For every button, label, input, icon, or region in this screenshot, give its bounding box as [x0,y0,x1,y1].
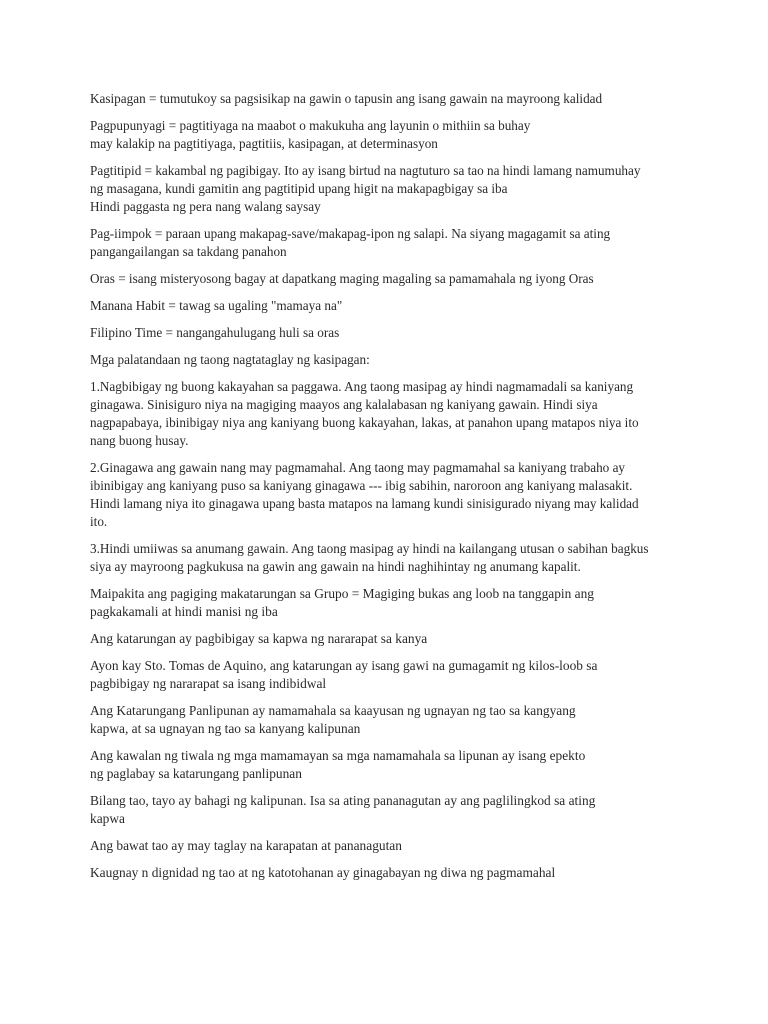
text-line: may kalakip na pagtitiyaga, pagtitiis, kasipagan, at determinasyon [90,136,438,151]
text-line: Manana Habit = tawag sa ugaling "mamaya na" [90,298,343,313]
paragraph [90,324,688,342]
paragraph [90,270,688,288]
text-line: Ang Katarungang Panlipunan ay namamahala sa kaayusan ng ugnayan ng tao sa kangyang [90,703,576,718]
text-line: Pagtitipid = kakambal ng pagibigay. Ito ay isang birtud na nagtuturo sa tao na hindi lamang namumuhay [90,163,641,178]
paragraph [90,459,688,531]
text-line: ibinibigay ang kaniyang puso sa kaniyang ginagawa --- ibig sabihin, naroroon ang kaniyang malasakit. [90,478,633,493]
text-line: ng paglabay sa katarungang panlipunan [90,766,302,781]
text-line: 1.Nagbibigay ng buong kakayahan sa paggawa. Ang taong masipag ay hindi nagmamadali sa kaniyang [90,379,634,394]
paragraph [90,540,688,576]
text-line: Ang kawalan ng tiwala ng mga mamamayan sa mga namamahala sa lipunan ay isang epekto [90,748,586,763]
paragraph [90,702,688,738]
document-body [90,90,688,882]
text-line: nagpapabaya, ibinibigay niya ang kaniyang buong kakayahan, lakas, at panahon upang matapos niya ito [90,415,639,430]
paragraph [90,864,688,882]
text-line: pangangailangan sa takdang panahon [90,244,287,259]
text-line: Pagpupunyagi = pagtitiyaga na maabot o makukuha ang layunin o mithiin sa buhay [90,118,531,133]
text-line: ginagawa. Sinisiguro niya na magiging maayos ang kalalabasan ng kaniyang gawain. Hindi siya [90,397,598,412]
text-line: kapwa, at sa ugnayan ng tao sa kanyang kalipunan [90,721,361,736]
text-line: Hindi lamang niya ito ginagawa upang basta matapos na lamang kundi sinisigurado niyang may kalidad [90,496,639,511]
text-line: Kasipagan = tumutukoy sa pagsisikap na gawin o tapusin ang isang gawain na mayroong kalidad [90,91,603,106]
paragraph [90,162,688,216]
paragraph [90,117,688,153]
text-line: ito. [90,514,108,529]
text-line: Maipakita ang pagiging makatarungan sa Grupo = Magiging bukas ang loob na tanggapin ang [90,586,594,601]
text-line: kapwa [90,811,125,826]
paragraph [90,585,688,621]
text-line: Hindi paggasta ng pera nang walang saysay [90,199,321,214]
paragraph [90,747,688,783]
text-line: Ayon kay Sto. Tomas de Aquino, ang katarungan ay isang gawi na gumagamit ng kilos-loob sa [90,658,598,673]
paragraph [90,630,688,648]
text-line: Filipino Time = nangangahulugang huli sa oras [90,325,340,340]
paragraph [90,297,688,315]
text-line: Ang bawat tao ay may taglay na karapatan at pananagutan [90,838,402,853]
text-line: Bilang tao, tayo ay bahagi ng kalipunan. Isa sa ating pananagutan ay ang paglilingkod sa ating [90,793,596,808]
paragraph [90,657,688,693]
paragraph [90,837,688,855]
paragraph [90,792,688,828]
paragraph [90,351,688,369]
text-line: pagkakamali at hindi manisi ng iba [90,604,278,619]
paragraph [90,225,688,261]
paragraph [90,378,688,450]
text-line: siya ay mayroong pagkukusa na gawin ang gawain na hindi naghihintay ng anumang kapalit. [90,559,581,574]
paragraph [90,90,688,108]
text-line: Pag-iimpok = paraan upang makapag-save/makapag-ipon ng salapi. Na siyang magagamit sa ating [90,226,611,241]
text-line: ng masagana, kundi gamitin ang pagtitipid upang higit na makapagbigay sa iba [90,181,508,196]
text-line: 2.Ginagawa ang gawain nang may pagmamahal. Ang taong may pagmamahal sa kaniyang trabaho ay [90,460,626,475]
text-line: Ang katarungan ay pagbibigay sa kapwa ng nararapat sa kanya [90,631,428,646]
text-line: nang buong husay. [90,433,189,448]
text-line: pagbibigay ng nararapat sa isang indibidwal [90,676,327,691]
text-line: Oras = isang misteryosong bagay at dapatkang maging magaling sa pamamahala ng iyong Oras [90,271,594,286]
text-line: Kaugnay n dignidad ng tao at ng katotohanan ay ginagabayan ng diwa ng pagmamahal [90,865,556,880]
text-line: 3.Hindi umiiwas sa anumang gawain. Ang taong masipag ay hindi na kailangang utusan o sabihan bagkus [90,541,649,556]
text-line: Mga palatandaan ng taong nagtataglay ng kasipagan: [90,352,370,367]
